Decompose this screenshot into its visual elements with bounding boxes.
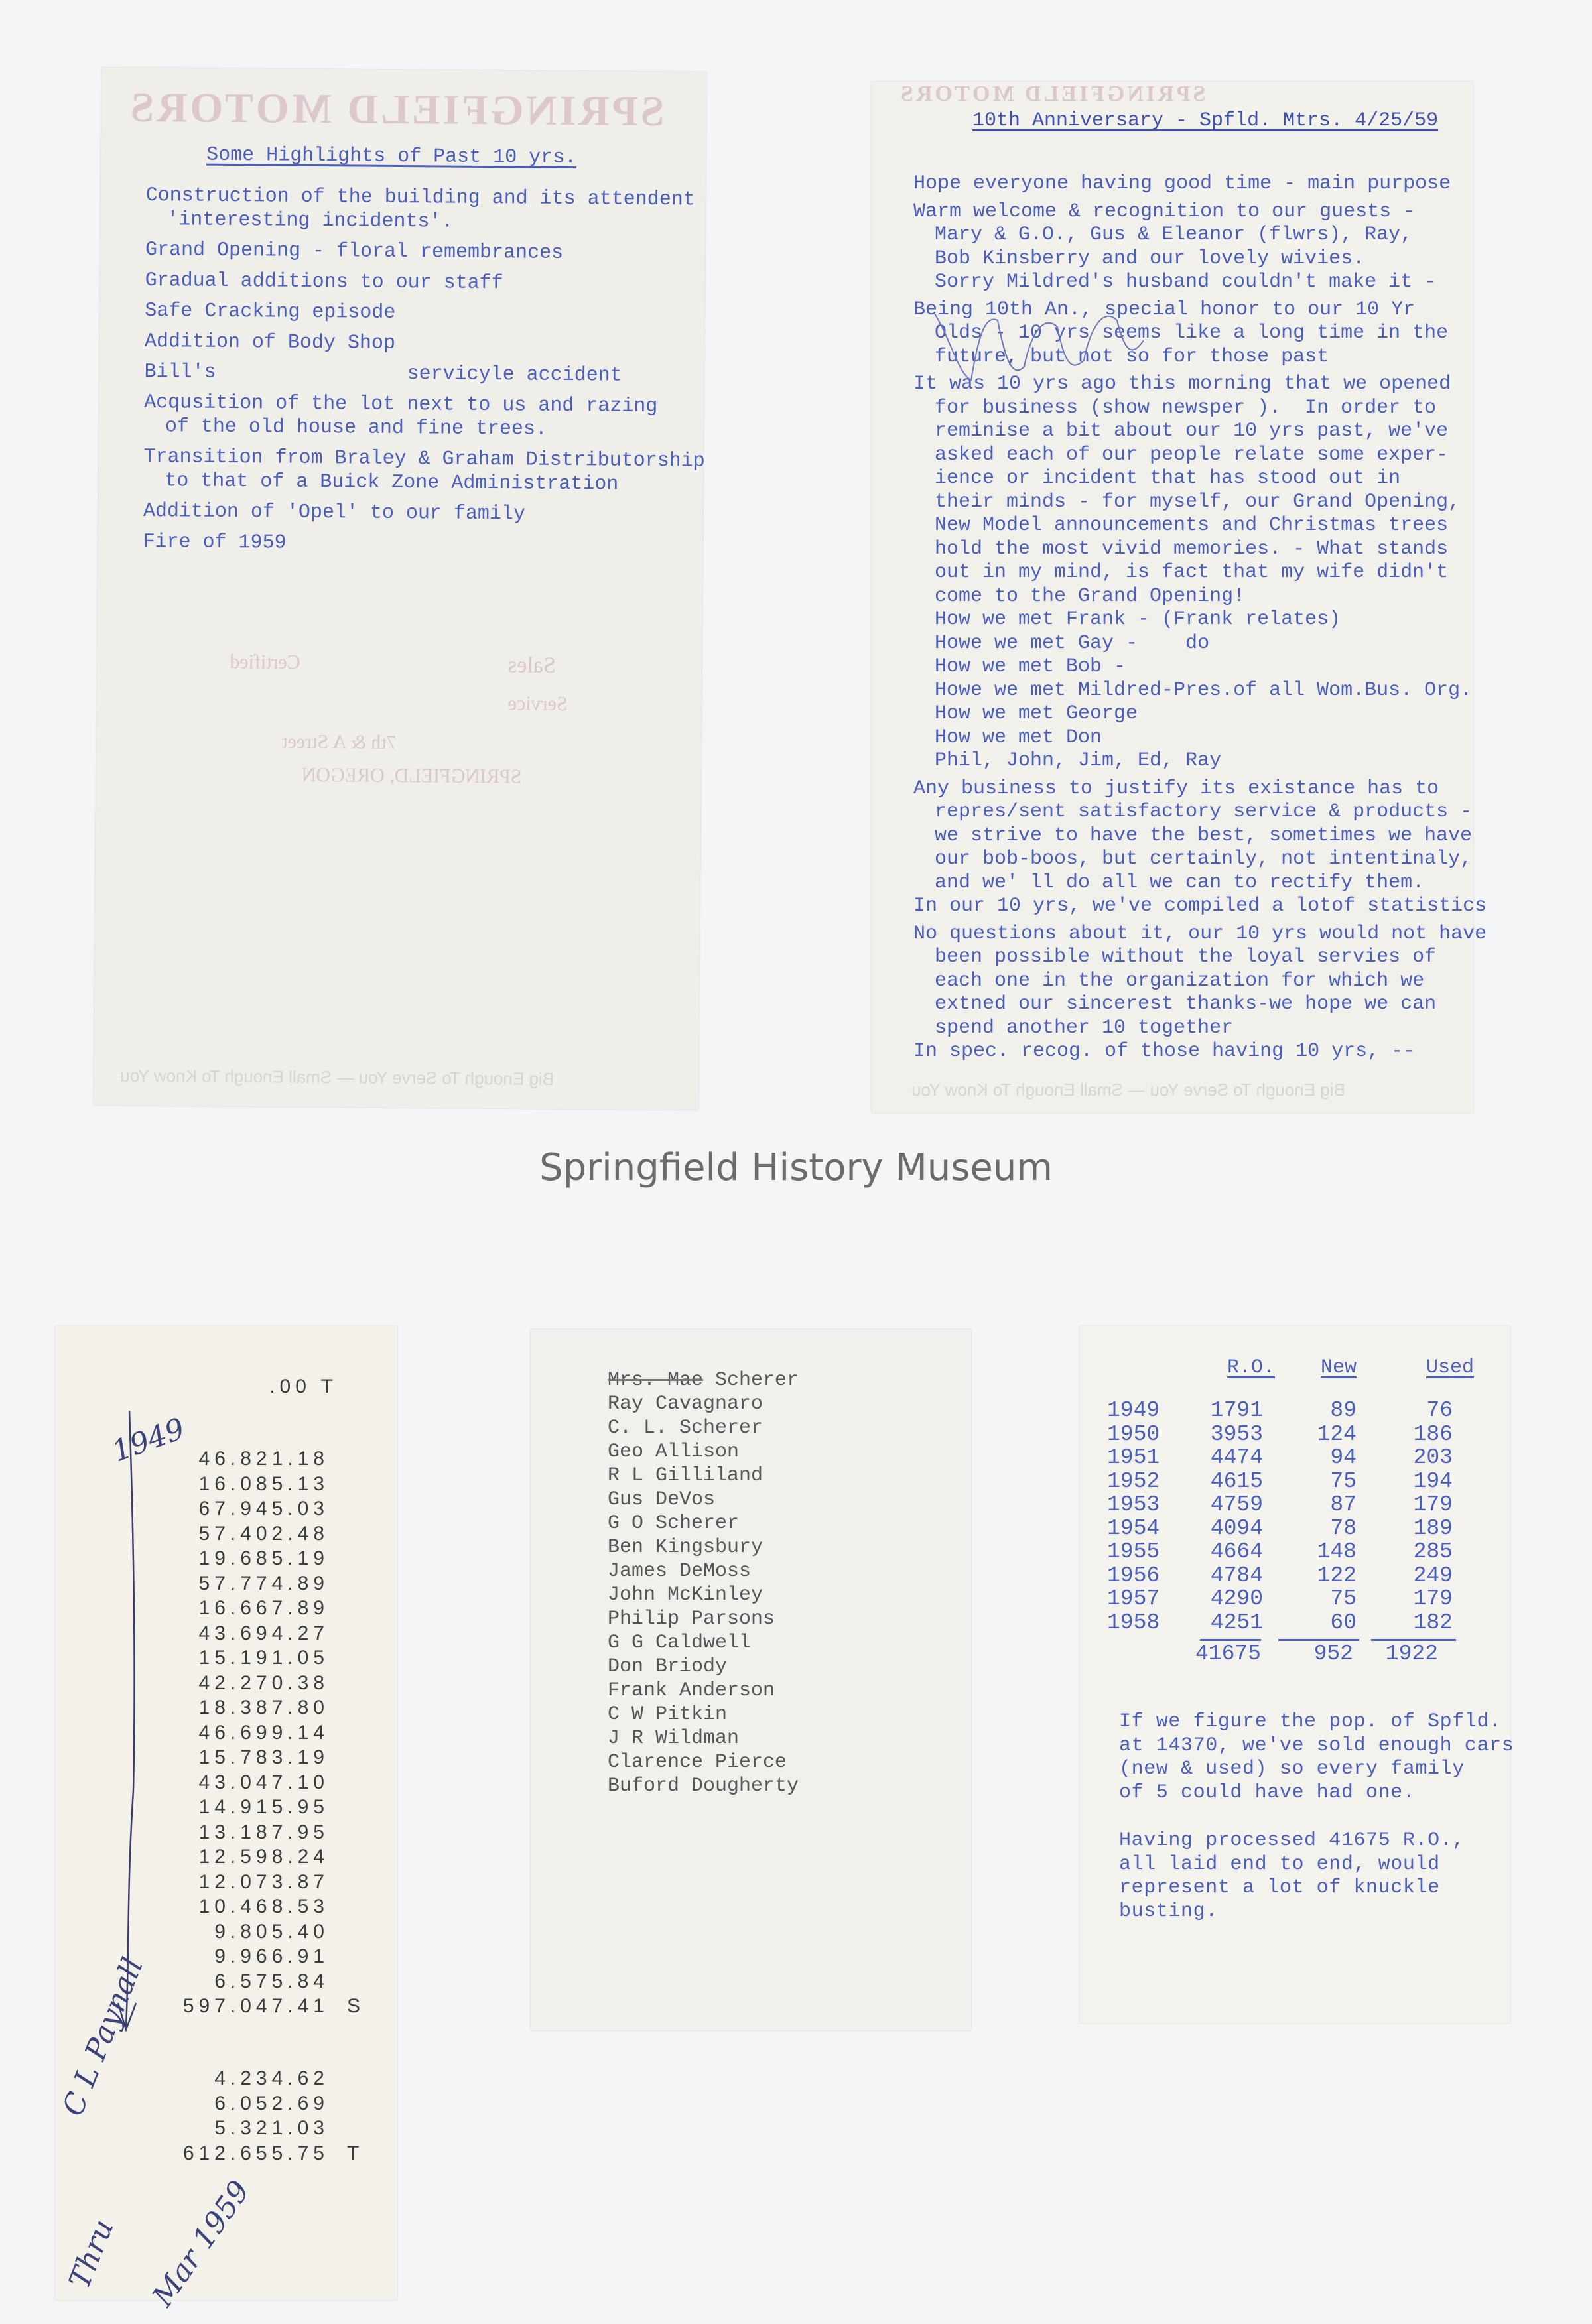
museum-caption: Springfield History Museum (539, 1146, 1053, 1189)
speech-line: Any business to justify its existance has to (913, 777, 1439, 800)
name-text: Scherer (715, 1369, 799, 1391)
speech-line: been possible without the loyal servies of (935, 946, 1437, 968)
value-cell: 60 (1330, 1610, 1357, 1635)
letterhead-company-bleed: SPRINGFIELD MOTORS (898, 82, 1206, 106)
speech-paragraph (913, 200, 1487, 294)
highlight-line: of the old house and fine trees. (165, 415, 548, 441)
receipt-amount: 67.945.03 (198, 1498, 329, 1519)
total-cell: 952 (1313, 1642, 1353, 1666)
speech-line: In spec. recog. of those having 10 yrs, -- (913, 1040, 1416, 1063)
highlight-line: Addition of Body Shop (144, 330, 396, 355)
highlight-line: Transition from Braley & Graham Distributorship (143, 445, 705, 473)
speech-paragraph (913, 777, 1487, 895)
note-line: all laid end to end, would (1119, 1852, 1440, 1876)
receipt-amount: 43.047.10 (198, 1771, 329, 1793)
highlight-line: Fire of 1959 (143, 530, 287, 554)
highlight-item (144, 391, 706, 443)
receipt-amount: 57.774.89 (198, 1572, 329, 1594)
value-cell: 179 (1413, 1492, 1453, 1517)
handwritten-name: C L Paynall (56, 1953, 151, 2121)
value-cell: 285 (1413, 1539, 1453, 1564)
column-header-used: Used (1426, 1356, 1475, 1379)
list-item: G O Scherer (608, 1512, 740, 1535)
letterhead-footer-bleed: Big Enough To Serve You — Small Enough To Know You (911, 1080, 1345, 1100)
value-cell: 94 (1330, 1445, 1357, 1470)
total-rule (1200, 1639, 1261, 1641)
speech-line: How we met Frank - (Frank relates) (935, 608, 1341, 631)
receipt-amount: 10.468.53 (198, 1896, 329, 1917)
list-item: Ben Kingsbury (608, 1536, 763, 1559)
speech-line: Being 10th An., special honor to our 10 Yr (913, 298, 1416, 321)
statistics-sheet (1079, 1326, 1514, 2023)
year-cell: 1953 (1107, 1492, 1160, 1517)
speech-line: our bob-boos, but certainly, not intentinaly, (935, 848, 1473, 870)
value-cell: 122 (1317, 1563, 1357, 1588)
note-line: busting. (1119, 1900, 1218, 1923)
highlight-item (145, 269, 706, 297)
speech-line: future, but not so for those past (935, 345, 1329, 368)
speech-line: reminise a bit about our 10 yrs past, we've (935, 420, 1449, 442)
highlight-item (145, 238, 706, 267)
value-cell: 4474 (1210, 1445, 1263, 1470)
speech-paragraph (913, 923, 1487, 1041)
receipt-amount: 16.085.13 (198, 1472, 329, 1495)
list-item: Buford Dougherty (608, 1775, 799, 1797)
value-cell: 194 (1413, 1468, 1453, 1494)
speech-line: Howe we met Mildred-Pres.of all Wom.Bus. Org. (935, 678, 1473, 702)
highlight-line: Grand Opening - floral remembrances (145, 238, 564, 265)
highlight-line: Acqusition of the lot next to us and razing (144, 391, 658, 419)
list-item: Clarence Pierce (608, 1751, 787, 1774)
total-rule (1371, 1639, 1456, 1641)
year-cell: 1958 (1107, 1610, 1160, 1635)
note-line: (new & used) so every family (1119, 1758, 1465, 1780)
total-cell: 1922 (1385, 1642, 1438, 1666)
speech-line: hold the most vivid memories. - What stands (935, 537, 1449, 560)
value-cell: 186 (1413, 1421, 1453, 1447)
speech-line: Hope everyone having good time - main purpose (913, 172, 1451, 195)
receipt-amount: 12.598.24 (198, 1846, 329, 1868)
list-item: Gus DeVos (608, 1488, 716, 1511)
value-cell: 1791 (1210, 1398, 1263, 1423)
speech-line: their minds - for myself, our Grand Opening, (935, 490, 1461, 513)
receipt-amount: 9.966.91 (214, 1945, 329, 1967)
year-cell: 1952 (1107, 1468, 1160, 1494)
value-cell: 182 (1413, 1610, 1453, 1635)
value-cell: 124 (1317, 1421, 1357, 1447)
note-line: If we figure the pop. of Spfld. (1119, 1711, 1502, 1733)
highlight-item (145, 299, 706, 328)
speech-line: each one in the organization for which we (935, 969, 1425, 992)
anniversary-speech-sheet (872, 82, 1487, 1113)
speech-paragraph (913, 1040, 1487, 1064)
speech-line: Bob Kinsberry and our lovely wivies. (935, 247, 1365, 270)
ten-year-employees-list (531, 1329, 971, 2030)
speech-line: asked each of our people relate some exper- (935, 443, 1449, 466)
receipt-amount: 4.234.62 (214, 2067, 329, 2089)
receipt-amount: 43.694.27 (198, 1622, 329, 1644)
letterhead-service-bleed: Service (507, 692, 568, 715)
handwritten-end-date: Mar 1959 (145, 2174, 257, 2313)
speech-line: we strive to have the best, sometimes we have (935, 824, 1473, 847)
speech-line: New Model announcements and Christmas trees (935, 514, 1449, 537)
list-item: G G Caldwell (608, 1632, 752, 1654)
value-cell: 203 (1413, 1445, 1453, 1470)
list-item-struck (608, 1368, 799, 1392)
note-line: of 5 could have had one. (1119, 1781, 1416, 1804)
value-cell: 78 (1330, 1516, 1357, 1541)
highlight-line: Construction of the building and its attendent (145, 184, 695, 212)
speech-line: How we met Bob - (935, 655, 1126, 678)
receipt-amount: 597.047.41 (182, 1995, 329, 2017)
letterhead-company-bleed: SPRINGFIELD MOTORS (127, 83, 665, 135)
population-note (1119, 1711, 1514, 1805)
highlight-line: Bill's servicyle accident (144, 360, 622, 387)
list-item: James DeMoss (608, 1560, 752, 1582)
highlights-title: Some Highlights of Past 10 yrs. (206, 143, 577, 170)
list-item: R L Gilliland (608, 1464, 763, 1487)
value-cell: 89 (1330, 1398, 1357, 1423)
list-item: Philip Parsons (608, 1608, 775, 1630)
list-item: C. L. Scherer (608, 1417, 763, 1439)
speech-line: Sorry Mildred's husband couldn't make it - (935, 271, 1437, 293)
speech-line: Mary & G.O., Gus & Eleanor (flwrs), Ray, (935, 224, 1413, 246)
total-cell: 41675 (1195, 1642, 1261, 1666)
letterhead-address-bleed: 7th & A Street (282, 730, 397, 753)
value-cell: 4664 (1210, 1539, 1263, 1564)
value-cell: 76 (1426, 1398, 1453, 1423)
value-cell: 4784 (1210, 1563, 1263, 1588)
speech-line: How we met Don (935, 726, 1102, 749)
receipt-amount: 9.805.40 (214, 1920, 329, 1943)
total-rule (1278, 1639, 1359, 1641)
year-cell: 1950 (1107, 1421, 1160, 1447)
receipt-amount: 16.667.89 (198, 1597, 329, 1619)
year-cell: 1951 (1107, 1445, 1160, 1470)
handwritten-start-year: 1949 (107, 1411, 190, 1469)
speech-line: In our 10 yrs, we've compiled a lotof statistics (913, 895, 1487, 917)
year-cell: 1956 (1107, 1563, 1160, 1588)
receipt-amount: 6.575.84 (214, 1970, 329, 1992)
speech-line: It was 10 yrs ago this morning that we opened (913, 373, 1451, 395)
year-cell: 1957 (1107, 1586, 1160, 1611)
highlight-line: Addition of 'Opel' to our family (143, 499, 526, 526)
speech-paragraph (913, 373, 1487, 773)
speech-line: spend another 10 together (935, 1016, 1234, 1039)
receipt-amount: 12.073.87 (198, 1870, 329, 1893)
value-cell: 4094 (1210, 1516, 1263, 1541)
note-line: at 14370, we've sold enough cars (1119, 1734, 1514, 1757)
handwritten-arrow (55, 1326, 397, 2300)
list-item: Don Briody (608, 1655, 728, 1678)
list-item: John McKinley (608, 1584, 763, 1606)
receipt-mark: T (347, 2142, 364, 2164)
receipt-amount: 42.270.38 (198, 1671, 329, 1694)
receipt-mark: S (347, 1995, 365, 2017)
repair-orders-note (1119, 1829, 1465, 1923)
list-item: Geo Allison (608, 1441, 740, 1463)
letterhead-certified-bleed: Certified (229, 650, 300, 673)
speech-paragraph (913, 895, 1487, 919)
receipt-amount: 15.783.19 (198, 1746, 329, 1768)
receipt-amount: 57.402.48 (198, 1522, 329, 1545)
highlight-line: to that of a Buick Zone Administration (165, 470, 619, 496)
speech-line: repres/sent satisfactory service & products - (935, 801, 1473, 823)
value-cell: 4290 (1210, 1586, 1263, 1611)
note-line: Having processed 41675 R.O., (1119, 1829, 1465, 1852)
value-cell: 179 (1413, 1586, 1453, 1611)
value-cell: 148 (1317, 1539, 1357, 1564)
highlight-item (143, 499, 704, 528)
highlight-item (143, 530, 704, 558)
receipt-amount: 19.685.19 (198, 1547, 329, 1569)
list-item: Frank Anderson (608, 1679, 775, 1702)
column-header-ro: R.O. (1227, 1356, 1276, 1379)
receipt-header: .00 T (269, 1376, 338, 1397)
receipt-amount: 46.821.18 (198, 1448, 329, 1470)
speech-line: out in my mind, is fact that my wife didn't (935, 561, 1449, 584)
struck-text: Mrs. Mae (608, 1369, 704, 1391)
highlight-item (143, 445, 705, 497)
list-item: C W Pitkin (608, 1703, 728, 1726)
adding-machine-tape (55, 1326, 397, 2313)
highlight-line: 'interesting incidents'. (166, 208, 454, 233)
column-header-new: New (1321, 1356, 1357, 1379)
highlight-item (145, 184, 707, 236)
receipt-amount: 13.187.95 (198, 1821, 329, 1843)
list-item: Ray Cavagnaro (608, 1393, 763, 1415)
speech-paragraph (913, 172, 1487, 196)
receipt-amount: 5.321.03 (214, 2117, 329, 2139)
receipt-amount: 14.915.95 (198, 1796, 329, 1818)
value-cell: 4759 (1210, 1492, 1263, 1517)
speech-line: Phil, John, Jim, Ed, Ray (935, 749, 1222, 772)
value-cell: 4251 (1210, 1610, 1263, 1635)
value-cell: 75 (1330, 1586, 1357, 1611)
speech-line: Warm welcome & recognition to our guests - (913, 200, 1416, 223)
speech-line: ience or incident that has stood out in (935, 467, 1401, 489)
highlight-line: Safe Cracking episode (145, 299, 396, 324)
highlight-item (145, 330, 706, 358)
letterhead-city-bleed: SPRINGFIELD, OREGON (301, 763, 522, 788)
value-cell: 87 (1330, 1492, 1357, 1517)
list-item: J R Wildman (608, 1727, 740, 1750)
highlight-line: Gradual additions to our staff (145, 269, 503, 295)
speech-title: 10th Anniversary - Spfld. Mtrs. 4/25/59 (972, 109, 1439, 132)
speech-line: Olds - 10 yrs seems like a long time in the (935, 322, 1449, 344)
receipt-amount: 612.655.75 (182, 2142, 329, 2164)
receipt-amount: 6.052.69 (214, 2092, 329, 2114)
highlights-list (143, 184, 706, 558)
receipt-amount: 46.699.14 (198, 1721, 329, 1744)
year-cell: 1949 (1107, 1398, 1160, 1423)
value-cell: 4615 (1210, 1468, 1263, 1494)
value-cell: 3953 (1210, 1421, 1263, 1447)
speech-line: and we' ll do all we can to rectify them. (935, 871, 1425, 894)
names-list (608, 1392, 799, 1798)
speech-line: for business (show newsper ). In order to (935, 396, 1437, 419)
highlights-sheet (94, 67, 706, 1110)
letterhead-footer-bleed: Big Enough To Serve You — Small Enough To Know You (120, 1065, 555, 1089)
year-cell: 1955 (1107, 1539, 1160, 1564)
speech-line: How we met George (935, 702, 1138, 725)
handwritten-thru: Thru (62, 2215, 121, 2293)
speech-line: Howe we met Gay - do (935, 631, 1210, 655)
value-cell: 75 (1330, 1468, 1357, 1494)
speech-line: come to the Grand Opening! (935, 584, 1246, 608)
receipt-amount: 15.191.05 (198, 1647, 329, 1669)
speech-line: extned our sincerest thanks-we hope we can (935, 993, 1437, 1015)
speech-line: No questions about it, our 10 yrs would not have (913, 922, 1487, 945)
value-cell: 249 (1413, 1563, 1453, 1588)
highlight-item (144, 360, 705, 389)
year-cell: 1954 (1107, 1516, 1160, 1541)
pencil-scribble-mark (931, 300, 1150, 387)
value-cell: 189 (1413, 1516, 1453, 1541)
receipt-amount: 18.387.80 (198, 1697, 329, 1718)
letterhead-sales-bleed: Sales (507, 653, 557, 678)
note-line: represent a lot of knuckle (1119, 1876, 1440, 1899)
